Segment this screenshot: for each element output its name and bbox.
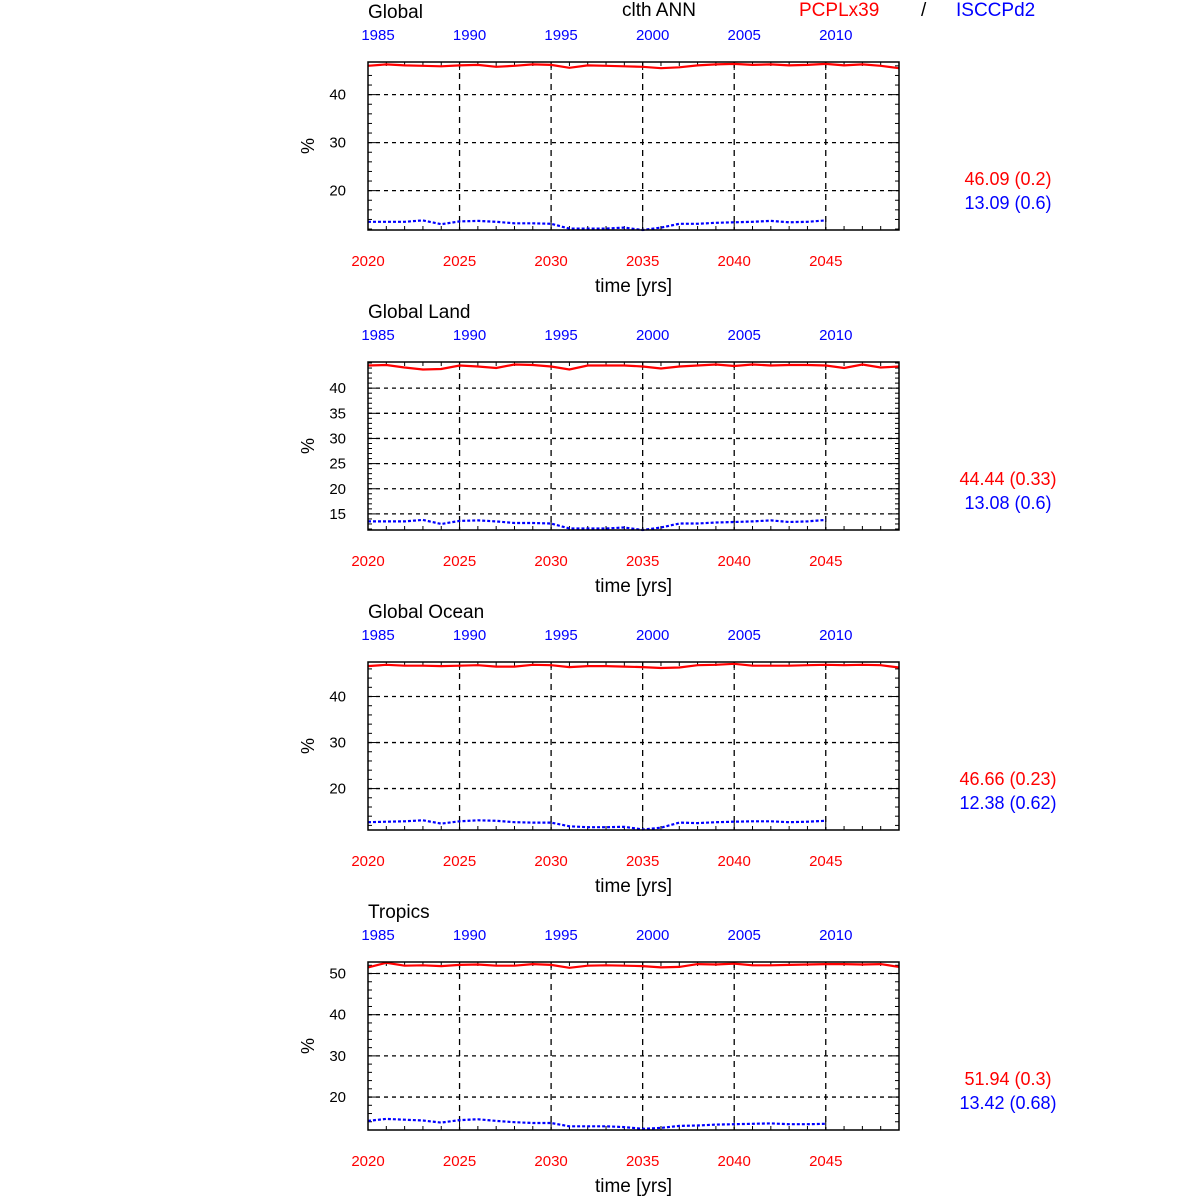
model-summary-stat: 46.09 (0.2): [964, 169, 1052, 189]
x-tick-label-model: 2030: [534, 253, 568, 270]
x-tick-label-obs: 1985: [361, 327, 395, 344]
obs-series-line: [368, 520, 826, 530]
y-tick-label: 30: [329, 134, 346, 152]
x-axis-label: time [yrs]: [594, 876, 673, 897]
x-tick-label-model: 2045: [809, 853, 843, 870]
x-tick-label-obs: 1990: [452, 627, 487, 644]
obs-series-line: [368, 820, 826, 829]
plot-frame: [368, 662, 899, 830]
obs-series-line: [368, 220, 826, 230]
x-tick-label-obs: 2010: [819, 27, 853, 44]
x-tick-label-model: 2030: [534, 553, 568, 570]
x-tick-label-model: 2030: [534, 1153, 568, 1170]
model-legend-label: PCPLx39: [799, 0, 880, 21]
x-tick-label-obs: 1995: [544, 27, 578, 44]
legend-separator: /: [921, 0, 927, 21]
x-tick-label-obs: 1990: [452, 27, 487, 44]
model-series-line: [368, 664, 899, 668]
x-tick-label-model: 2035: [625, 853, 660, 870]
x-tick-label-obs: 1995: [544, 927, 578, 944]
obs-summary-stat: 13.09 (0.6): [964, 193, 1052, 213]
model-series-line: [368, 64, 899, 68]
panel-2: [298, 302, 1057, 597]
plot-frame: [368, 362, 899, 530]
x-axis-label: time [yrs]: [594, 1176, 673, 1197]
x-tick-label-model: 2020: [351, 253, 385, 270]
y-axis-label: %: [298, 137, 318, 155]
panel-title: Tropics: [368, 902, 430, 923]
y-axis-label: %: [298, 737, 318, 755]
x-tick-label-model: 2045: [809, 553, 843, 570]
x-tick-label-model: 2040: [717, 553, 751, 570]
panel-title: Global: [368, 2, 423, 23]
y-tick-label: 25: [329, 455, 346, 473]
x-tick-label-obs: 1985: [361, 27, 395, 44]
x-tick-label-model: 2020: [351, 553, 385, 570]
plot-frame: [368, 62, 899, 230]
x-tick-label-model: 2040: [717, 853, 751, 870]
x-tick-label-model: 2045: [809, 253, 843, 270]
x-tick-label-obs: 2000: [635, 927, 670, 944]
x-tick-label-model: 2020: [351, 853, 385, 870]
x-tick-label-obs: 2000: [635, 327, 670, 344]
x-tick-label-model: 2040: [717, 253, 751, 270]
model-series-line: [368, 963, 899, 968]
x-tick-label-obs: 2010: [819, 627, 853, 644]
model-summary-stat: 44.44 (0.33): [959, 469, 1057, 489]
y-tick-label: 20: [329, 480, 346, 498]
y-tick-label: 35: [329, 405, 346, 423]
y-tick-label: 20: [329, 182, 346, 200]
y-axis-label: %: [298, 1037, 318, 1055]
model-series-line: [368, 365, 899, 370]
x-tick-label-model: 2025: [442, 1153, 477, 1170]
plot-frame: [368, 962, 899, 1130]
obs-series-line: [368, 1119, 826, 1129]
x-tick-label-obs: 1985: [361, 627, 395, 644]
x-tick-label-obs: 2005: [727, 327, 761, 344]
x-tick-label-obs: 2005: [727, 27, 761, 44]
x-tick-label-obs: 1995: [544, 327, 578, 344]
y-tick-label: 20: [329, 780, 346, 798]
panel-title: Global Ocean: [368, 602, 485, 623]
panel-3: [298, 602, 1057, 897]
x-tick-label-obs: 2000: [635, 27, 670, 44]
y-tick-label: 15: [329, 505, 346, 523]
x-tick-label-obs: 2005: [727, 627, 761, 644]
x-tick-label-model: 2025: [442, 553, 477, 570]
x-axis-label: time [yrs]: [594, 276, 673, 297]
x-axis-label: time [yrs]: [594, 576, 673, 597]
x-tick-label-obs: 1990: [452, 327, 487, 344]
panel-title: Global Land: [368, 302, 471, 323]
x-tick-label-obs: 1985: [361, 927, 395, 944]
model-summary-stat: 51.94 (0.3): [964, 1069, 1052, 1089]
y-axis-label: %: [298, 437, 318, 455]
x-tick-label-model: 2035: [625, 1153, 660, 1170]
panel-4: [298, 902, 1057, 1197]
y-tick-label: 40: [329, 1006, 346, 1024]
x-tick-label-model: 2025: [442, 253, 477, 270]
x-tick-label-obs: 1995: [544, 627, 578, 644]
y-tick-label: 40: [329, 380, 346, 398]
model-summary-stat: 46.66 (0.23): [959, 769, 1057, 789]
x-tick-label-model: 2040: [717, 1153, 751, 1170]
y-tick-label: 20: [329, 1089, 346, 1107]
x-tick-label-obs: 2000: [635, 627, 670, 644]
y-tick-label: 50: [329, 965, 346, 983]
y-tick-label: 30: [329, 430, 346, 448]
y-tick-label: 40: [329, 688, 346, 706]
x-tick-label-obs: 2005: [727, 927, 761, 944]
obs-legend-label: ISCCPd2: [956, 0, 1036, 21]
x-tick-label-model: 2020: [351, 1153, 385, 1170]
x-tick-label-obs: 2010: [819, 327, 853, 344]
x-tick-label-model: 2045: [809, 1153, 843, 1170]
y-tick-label: 40: [329, 86, 346, 104]
x-tick-label-obs: 1990: [452, 927, 487, 944]
obs-summary-stat: 12.38 (0.62): [959, 793, 1057, 813]
x-tick-label-model: 2025: [442, 853, 477, 870]
variable-title: clth ANN: [622, 0, 696, 21]
x-tick-label-model: 2035: [625, 553, 660, 570]
obs-summary-stat: 13.08 (0.6): [964, 493, 1052, 513]
x-tick-label-model: 2030: [534, 853, 568, 870]
obs-summary-stat: 13.42 (0.68): [959, 1093, 1057, 1113]
y-tick-label: 30: [329, 734, 346, 752]
x-tick-label-model: 2035: [625, 253, 660, 270]
panel-1: [298, 2, 1052, 297]
x-tick-label-obs: 2010: [819, 927, 853, 944]
y-tick-label: 30: [329, 1047, 346, 1065]
